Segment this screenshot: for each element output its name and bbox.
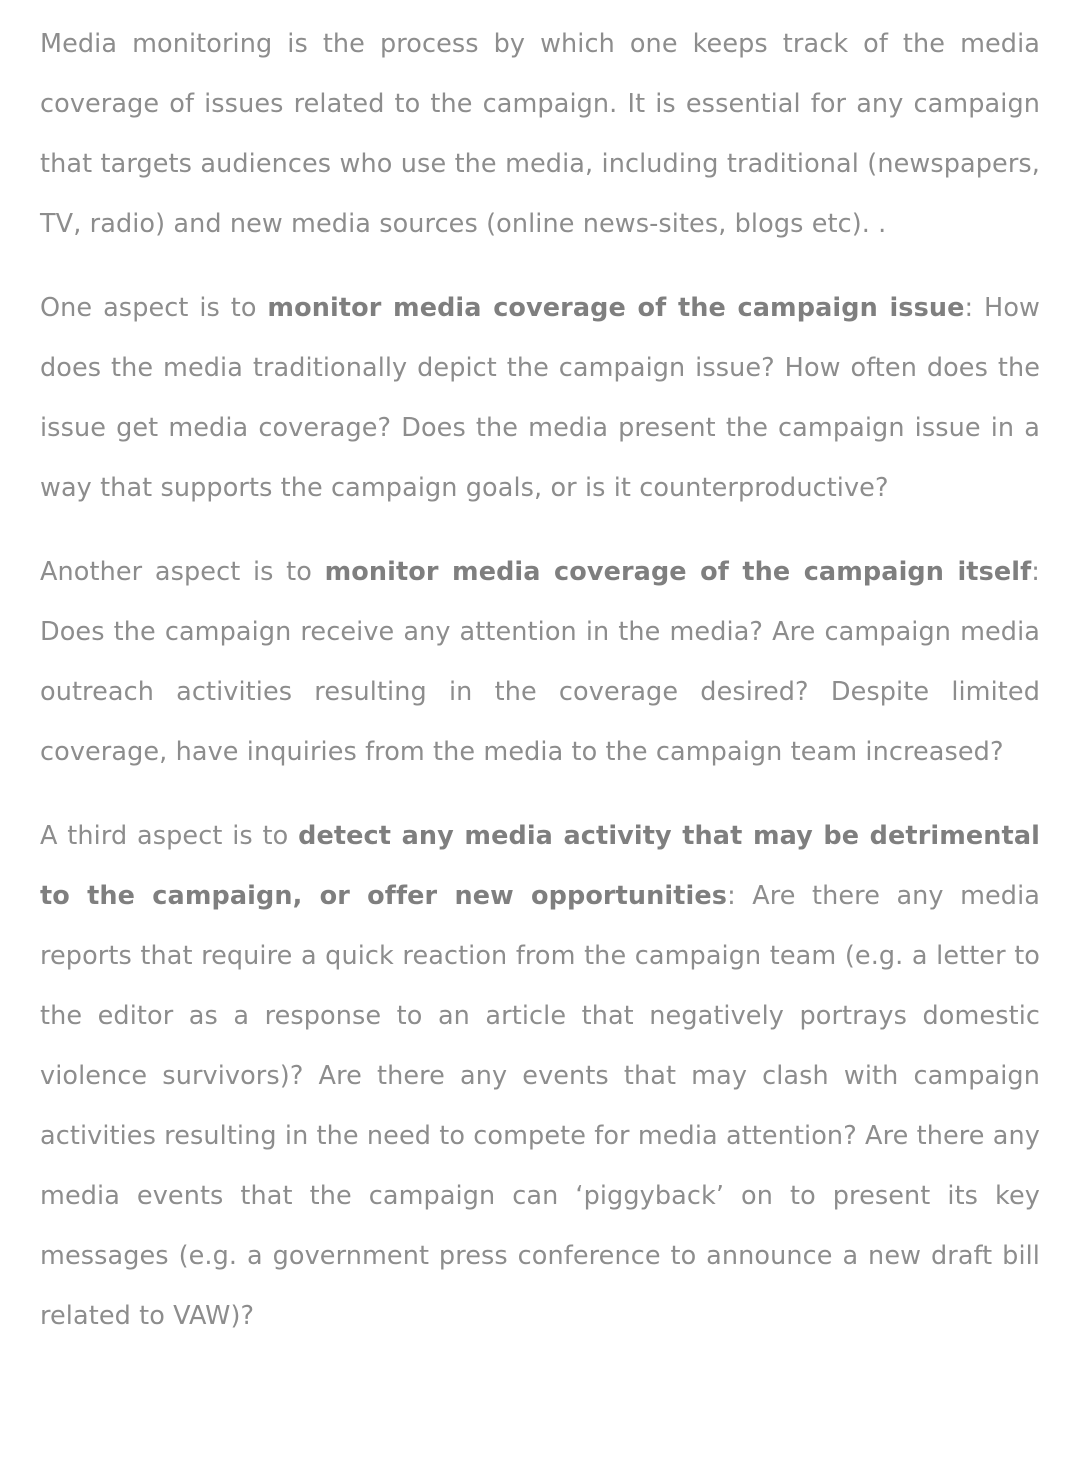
emphasis-text: detect any media activity that may be detrimental to the campaign, or offer new opportunities — [40, 821, 1040, 911]
body-text: : Does the campaign receive any attention in the media? Are campaign media outreach activities resulting in the coverage desired? Despite limited coverage, have inquiries from the media to the campaign team increased? — [40, 557, 1040, 767]
paragraph — [40, 542, 1040, 782]
paragraph — [40, 806, 1040, 1346]
body-text: Another aspect is to — [40, 557, 325, 587]
body-text: : Are there any media reports that require a quick reaction from the campaign team (e.g. a letter to the editor as a response to an article that negatively portrays domestic violence survivors)? Are there any events that may clash with campaign activities resulting in the need to compete for media attention? Are there any media events that the campaign can ‘piggyback’ on to present its key messages (e.g. a government press conference to announce a new draft bill related to VAW)? — [40, 881, 1041, 1331]
paragraph — [40, 278, 1040, 518]
emphasis-text: monitor media coverage of the campaign itself — [324, 557, 1032, 587]
body-text: One aspect is to — [40, 293, 268, 323]
paragraph — [40, 14, 1040, 254]
document-body — [40, 14, 1040, 1346]
body-text: : How does the media traditionally depict the campaign issue? How often does the issue get media coverage? Does the media present the campaign issue in a way that supports the campaign goals, or is it counterproductive? — [40, 293, 1040, 503]
body-text: Media monitoring is the process by which one keeps track of the media coverage of issues related to the campaign. It is essential for any campaign that targets audiences who use the media, including traditional (newspapers, TV, radio) and new media sources (online news-sites, blogs etc). . — [40, 29, 1040, 239]
body-text: A third aspect is to — [40, 821, 299, 851]
emphasis-text: monitor media coverage of the campaign issue — [267, 293, 965, 323]
